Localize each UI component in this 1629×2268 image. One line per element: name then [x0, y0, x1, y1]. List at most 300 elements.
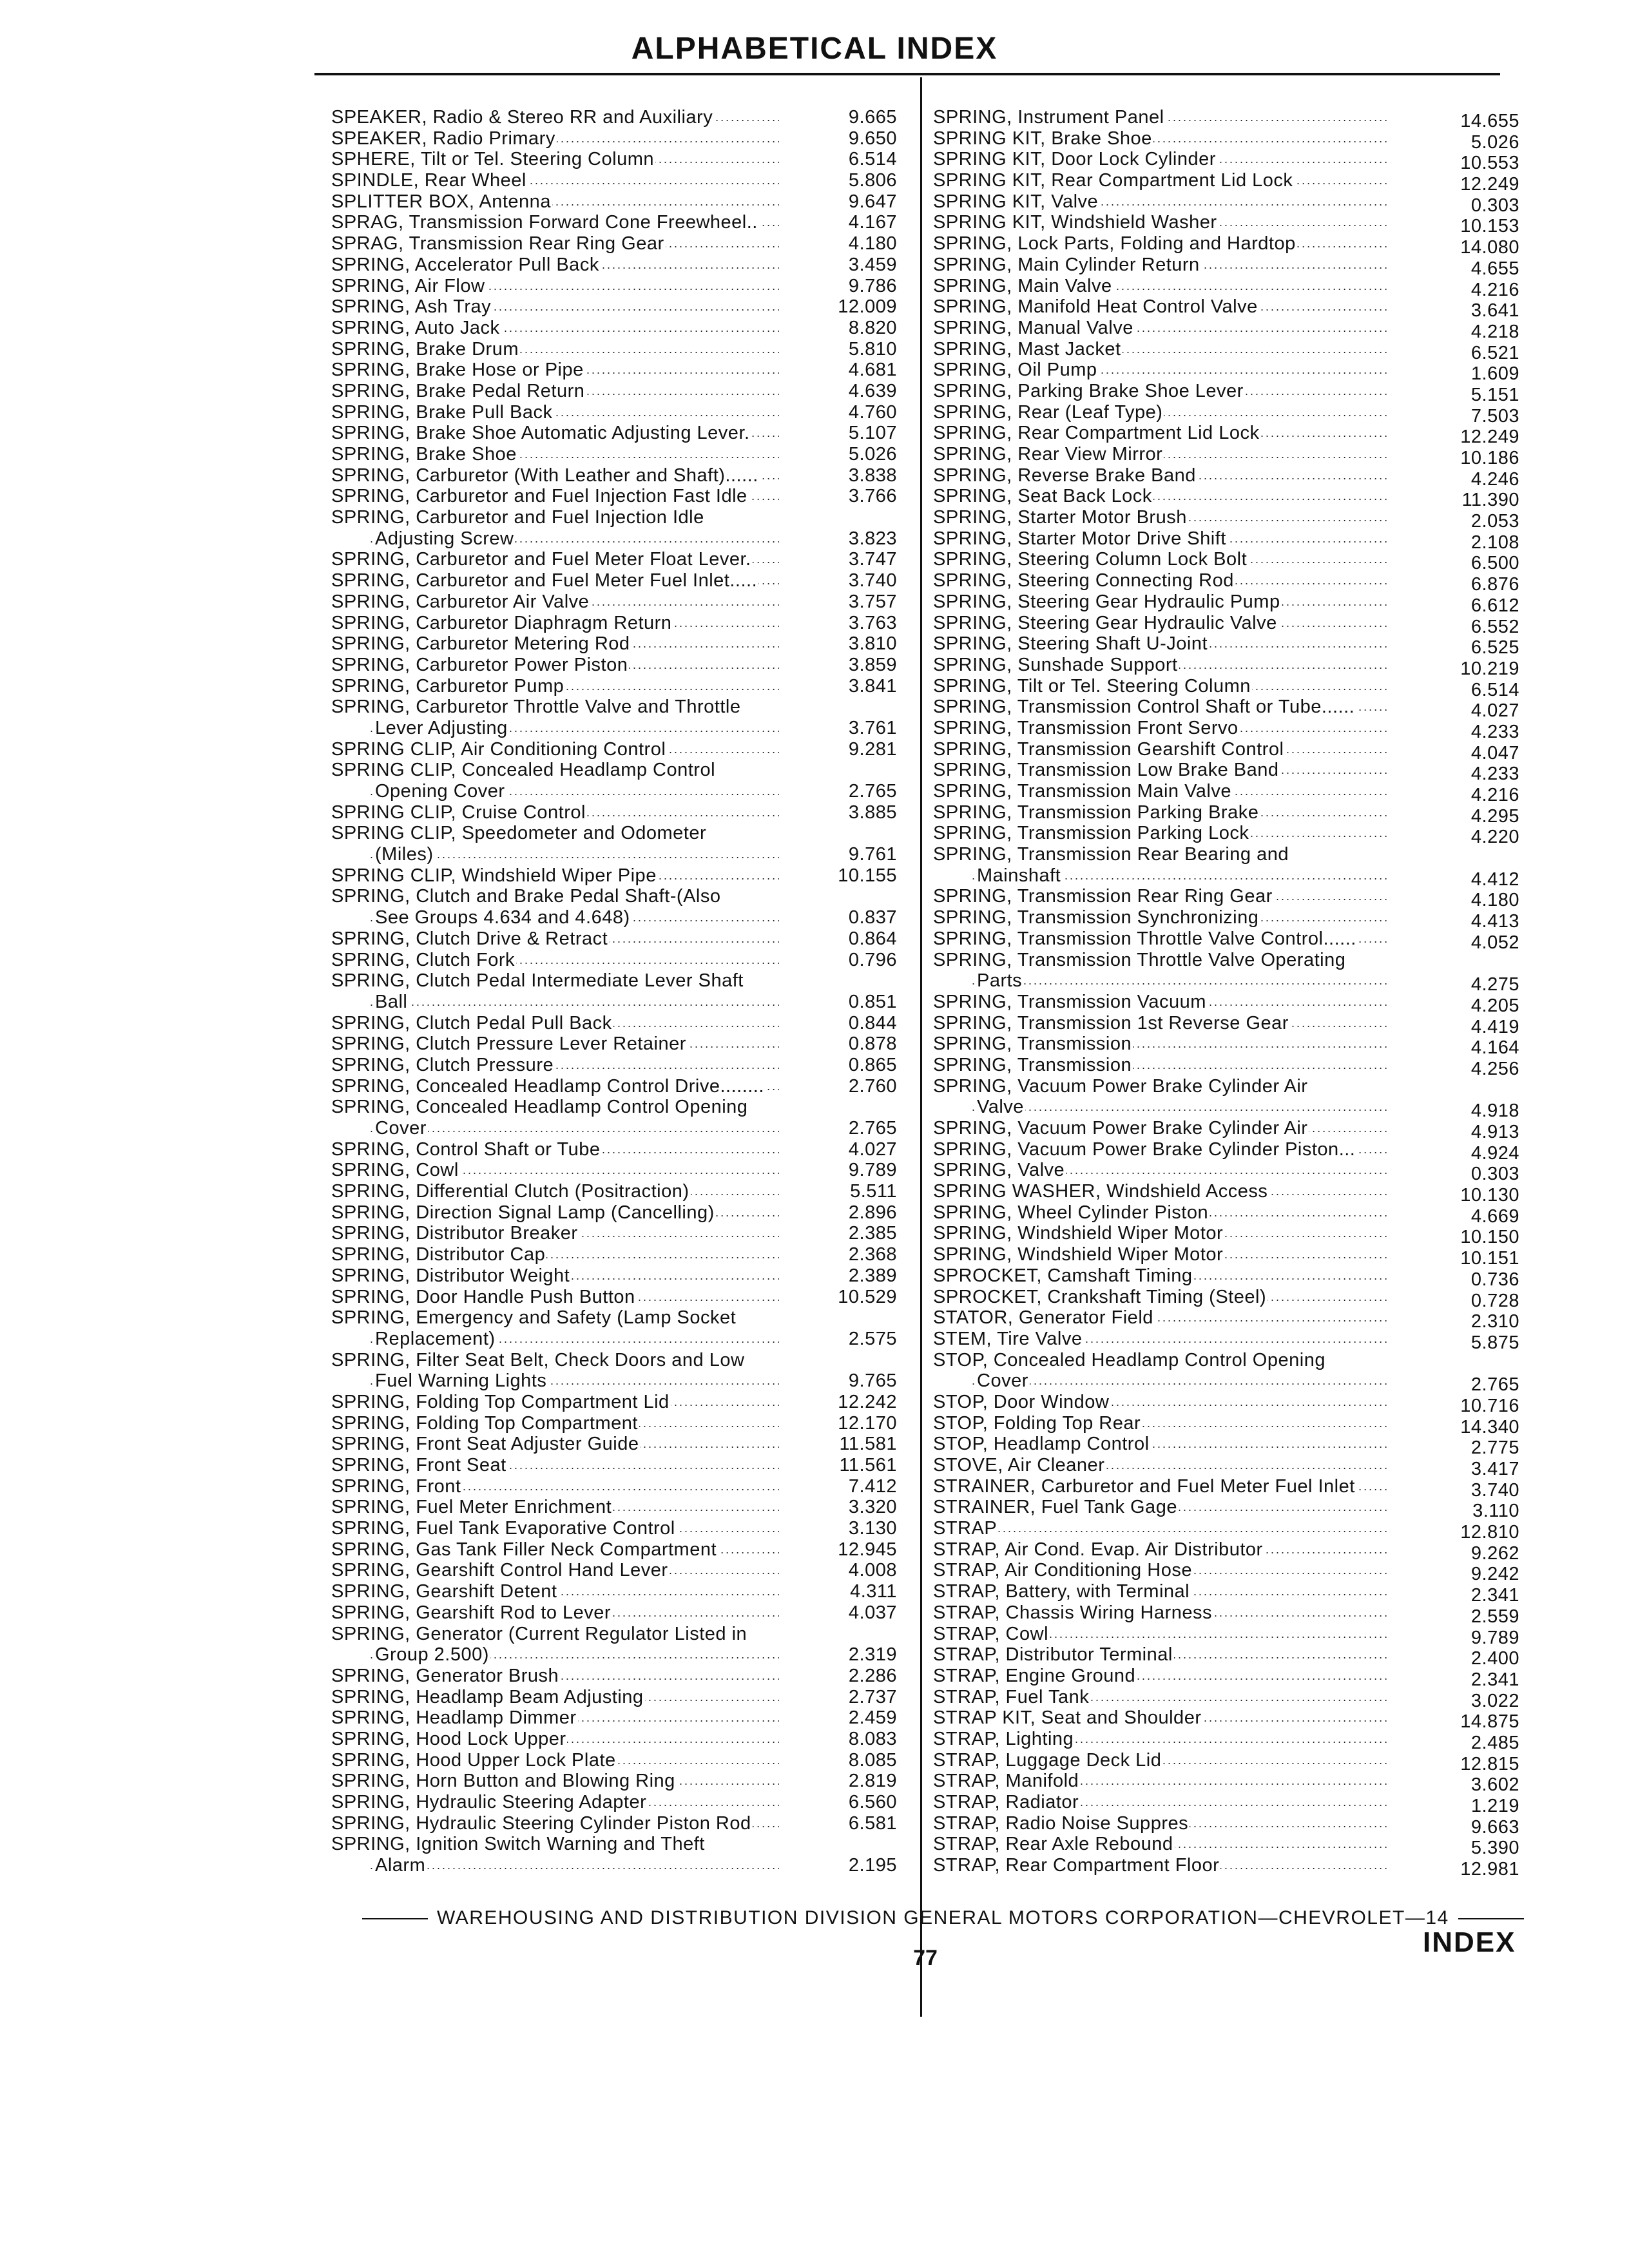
- entry-name: SPRING, Steering Gear Hydraulic Valve: [933, 612, 1277, 633]
- page-number: 77: [913, 1946, 938, 1970]
- entry-group-number: 14.340: [1460, 1416, 1519, 1437]
- entry-group-number: 9.663: [1470, 1816, 1519, 1838]
- entry-name: STOP, Concealed Headlamp Control Opening: [933, 1349, 1325, 1370]
- entry-name: SPRING CLIP, Air Conditioning Control: [331, 738, 666, 760]
- entry-name: SPRING, Concealed Headlamp Control Opening: [331, 1097, 748, 1118]
- index-entry: [933, 781, 1519, 805]
- index-entry: [331, 1750, 905, 1771]
- entry-group-number: 8.820: [848, 317, 897, 338]
- index-entry: [933, 865, 1519, 890]
- index-entry: [933, 802, 1519, 827]
- index-entry: [331, 318, 905, 339]
- entry-name: SPRING, Valve: [933, 1160, 1065, 1181]
- entry-name: SPRING, Starter Motor Brush: [933, 507, 1187, 528]
- entry-group-number: 3.763: [848, 612, 897, 633]
- index-entry: [933, 107, 1519, 131]
- entry-group-number: 3.740: [1470, 1479, 1519, 1501]
- index-entry: [331, 928, 905, 950]
- entry-name: Cover: [375, 1118, 427, 1139]
- entry-group-number: 9.281: [848, 738, 897, 760]
- index-entry: [331, 1118, 905, 1139]
- entry-name: SPRING, Clutch and Brake Pedal Shaft-(Also: [331, 886, 721, 907]
- entry-group-number: 7.412: [848, 1475, 897, 1497]
- entry-name: SPRING, Control Shaft or Tube: [331, 1139, 601, 1160]
- entry-name: SPRING, Manifold Heat Control Valve: [933, 296, 1258, 318]
- index-entry: [331, 1350, 905, 1371]
- entry-group-number: 10.150: [1460, 1227, 1519, 1248]
- footer-line: [353, 1907, 1533, 1929]
- entry-name: SPRING, Reverse Brake Band: [933, 465, 1196, 486]
- entry-group-number: 3.757: [848, 591, 897, 612]
- leader-dots: [972, 1097, 1387, 1118]
- entry-group-number: 6.500: [1470, 553, 1519, 574]
- entry-group-number: 12.249: [1460, 174, 1519, 195]
- index-entry: [933, 1707, 1519, 1733]
- entry-name: Adjusting Screw: [375, 528, 514, 549]
- entry-group-number: 4.311: [850, 1581, 897, 1602]
- entry-group-number: 4.164: [1470, 1037, 1519, 1059]
- entry-name: SPRING, Parking Brake Shoe Lever: [933, 380, 1244, 401]
- entry-group-number: 3.761: [848, 717, 897, 738]
- entry-name: SPRING, Brake Pedal Return: [331, 380, 585, 401]
- entry-name: SPRING, Brake Shoe: [331, 444, 517, 465]
- entry-group-number: 10.130: [1460, 1185, 1519, 1206]
- entry-name: STRAP, Rear Axle Rebound: [933, 1834, 1173, 1855]
- entry-name: SPRING, Ash Tray: [331, 296, 492, 318]
- entry-group-number: 6.612: [1470, 595, 1519, 616]
- index-entry: [331, 844, 905, 865]
- entry-group-number: 14.080: [1460, 237, 1519, 258]
- entry-name: SPRING, Carburetor and Fuel Injection Idle: [331, 507, 704, 528]
- index-entry: [933, 444, 1519, 468]
- index-entry: [933, 1644, 1519, 1669]
- entry-group-number: 2.341: [1470, 1585, 1519, 1606]
- entry-group-number: 4.180: [1470, 890, 1519, 911]
- entry-group-number: 5.511: [850, 1181, 897, 1202]
- index-entry: [933, 717, 1519, 742]
- index-entry: [933, 1581, 1519, 1606]
- index-column-right: [933, 107, 1519, 1880]
- entry-name: SPRING, Fuel Tank Evaporative Control: [331, 1518, 675, 1539]
- entry-name: SPRING, Clutch Fork: [331, 949, 516, 970]
- entry-name: STOVE, Air Cleaner: [933, 1455, 1105, 1475]
- index-entry: [331, 1181, 905, 1202]
- index-entry: [331, 549, 905, 570]
- index-entry: [331, 1771, 905, 1792]
- entry-name: SPRING, Clutch Pressure Lever Retainer: [331, 1033, 686, 1055]
- entry-name: STATOR, Generator Field: [933, 1307, 1153, 1329]
- entry-name: SPRING, Carburetor and Fuel Injection Fast Idle: [331, 486, 747, 507]
- index-entry: [331, 1497, 905, 1518]
- entry-name: SPRING, Transmission Gearshift Control: [933, 738, 1284, 760]
- entry-group-number: 9.262: [1470, 1542, 1519, 1564]
- entry-group-number: 12.945: [838, 1539, 897, 1560]
- entry-name: SPRING CLIP, Cruise Control: [331, 802, 586, 823]
- index-entry: [933, 149, 1519, 174]
- index-entry: [331, 802, 905, 823]
- entry-group-number: 2.286: [848, 1665, 897, 1686]
- index-entry: [331, 1202, 905, 1224]
- entry-name: SPRING, Horn Button and Blowing Ring: [331, 1771, 675, 1792]
- index-entry: [933, 570, 1519, 595]
- entry-group-number: 2.765: [1470, 1374, 1519, 1396]
- index-entry: [933, 507, 1519, 532]
- index-entry: [933, 1475, 1519, 1501]
- entry-group-number: 4.052: [1470, 932, 1519, 953]
- entry-name: SPRING, Rear (Leaf Type): [933, 401, 1163, 423]
- entry-group-number: 0.878: [848, 1033, 897, 1055]
- entry-group-number: 4.246: [1470, 468, 1519, 490]
- entry-group-number: 9.650: [848, 128, 897, 149]
- index-entry: [933, 528, 1519, 553]
- entry-group-number: 4.180: [848, 233, 897, 255]
- index-entry: [933, 1812, 1519, 1838]
- entry-name: SPRING, Transmission 1st Reverse Gear: [933, 1012, 1289, 1033]
- entry-name: SPRING, Headlamp Beam Adjusting: [331, 1686, 644, 1707]
- index-entry: [933, 907, 1519, 932]
- index-entry: [331, 1097, 905, 1118]
- entry-name: SPRING, Brake Drum: [331, 338, 519, 360]
- index-entry: [331, 1602, 905, 1624]
- entry-name: SPRING, Filter Seat Belt, Check Doors and Low: [331, 1349, 745, 1370]
- entry-name: SPROCKET, Camshaft Timing: [933, 1265, 1193, 1286]
- index-entry: [331, 255, 905, 276]
- index-entry: [933, 886, 1519, 911]
- index-entry: [933, 697, 1519, 722]
- entry-name: SPRING, Transmission Front Servo: [933, 717, 1239, 738]
- entry-name: SPRING, Hydraulic Steering Cylinder Piston Rod: [331, 1812, 751, 1834]
- index-entry: [933, 1139, 1519, 1164]
- entry-group-number: 9.765: [848, 1370, 897, 1392]
- index-column-left: [331, 107, 905, 1876]
- entry-group-number: 2.385: [848, 1223, 897, 1244]
- entry-group-number: 3.459: [848, 254, 897, 275]
- entry-name: STOP, Folding Top Rear: [933, 1412, 1141, 1434]
- entry-group-number: 4.256: [1470, 1058, 1519, 1079]
- index-entry: [331, 1160, 905, 1181]
- index-entry: [933, 738, 1519, 764]
- entry-group-number: 0.844: [848, 1012, 897, 1033]
- index-entry: [933, 1686, 1519, 1711]
- entry-name: SPRING, Steering Shaft U-Joint: [933, 633, 1208, 655]
- entry-name: STRAINER, Carburetor and Fuel Meter Fuel Inlet: [933, 1475, 1355, 1497]
- entry-name: SPRING, Direction Signal Lamp (Cancelling): [331, 1202, 715, 1223]
- index-entry: [933, 928, 1519, 953]
- index-entry: [331, 697, 905, 718]
- index-entry: [331, 886, 905, 907]
- entry-name: SPRING, Door Handle Push Button: [331, 1286, 635, 1307]
- entry-name: Parts: [977, 970, 1023, 992]
- entry-name: SPRING, Clutch Pedal Intermediate Lever Shaft: [331, 970, 744, 992]
- index-entry: [933, 1560, 1519, 1585]
- index-entry: [933, 1602, 1519, 1627]
- index-entry: [933, 1076, 1513, 1097]
- entry-name: SPRING, Transmission Rear Bearing and: [933, 844, 1289, 865]
- index-entry: [933, 991, 1519, 1016]
- entry-group-number: 9.789: [1470, 1627, 1519, 1648]
- entry-name: SPROCKET, Crankshaft Timing (Steel): [933, 1286, 1267, 1307]
- entry-group-number: 5.806: [848, 170, 897, 191]
- index-entry: [331, 1455, 905, 1476]
- entry-name: Ball: [375, 991, 408, 1012]
- index-entry: [331, 633, 905, 655]
- entry-name: SPRING, Carburetor and Fuel Meter Fuel Inlet.....: [331, 570, 758, 591]
- entry-name: SPRAG, Transmission Rear Ring Gear: [331, 233, 664, 255]
- entry-group-number: 4.655: [1470, 258, 1519, 279]
- entry-group-number: 2.108: [1470, 532, 1519, 553]
- entry-name: SPRING, Carburetor Throttle Valve and Throttle: [331, 697, 741, 718]
- index-entry: [933, 1497, 1519, 1522]
- index-entry: [331, 1265, 905, 1287]
- entry-group-number: 4.918: [1470, 1100, 1519, 1122]
- entry-name: SPRING, Transmission Control Shaft or Tube......: [933, 697, 1355, 718]
- index-entry: [933, 633, 1519, 658]
- index-entry: [933, 212, 1519, 237]
- leader-dots: [370, 1855, 779, 1876]
- entry-group-number: 9.665: [848, 107, 897, 128]
- entry-group-number: 10.219: [1460, 658, 1519, 679]
- entry-group-number: 0.796: [848, 949, 897, 970]
- index-entry: [933, 401, 1519, 427]
- entry-name: SPRING, Front Seat Adjuster Guide: [331, 1434, 639, 1455]
- entry-name: SPRING, Vacuum Power Brake Cylinder Air: [933, 1075, 1308, 1097]
- entry-group-number: 12.170: [838, 1412, 897, 1434]
- entry-group-number: 2.341: [1470, 1669, 1519, 1690]
- index-entry: [933, 380, 1519, 405]
- entry-name: SPRING, Transmission Parking Brake: [933, 802, 1259, 823]
- entry-group-number: 3.417: [1470, 1459, 1519, 1479]
- index-entry: [933, 1202, 1519, 1227]
- entry-group-number: 6.581: [848, 1812, 897, 1834]
- index-entry: [933, 254, 1519, 279]
- index-entry: [933, 465, 1519, 490]
- entry-group-number: 4.027: [848, 1139, 897, 1160]
- entry-name: STRAP, Distributor Terminal: [933, 1644, 1173, 1666]
- entry-name: Valve: [977, 1097, 1024, 1118]
- entry-group-number: 8.085: [848, 1749, 897, 1771]
- index-entry: [331, 360, 905, 381]
- entry-name: SPRING, Windshield Wiper Motor: [933, 1223, 1224, 1244]
- index-entry: [933, 1434, 1519, 1459]
- entry-name: SPRING KIT, Door Lock Cylinder: [933, 149, 1216, 170]
- entry-name: STRAP, Cowl: [933, 1623, 1049, 1644]
- entry-name: SPINDLE, Rear Wheel: [331, 170, 526, 191]
- index-entry: [331, 1329, 905, 1350]
- entry-group-number: 1.609: [1470, 363, 1519, 385]
- index-entry: [331, 1687, 905, 1708]
- entry-group-number: 2.737: [848, 1686, 897, 1707]
- entry-group-number: 12.249: [1460, 427, 1519, 448]
- entry-group-number: 0.837: [848, 907, 897, 928]
- entry-name: Lever Adjusting: [375, 717, 508, 738]
- entry-group-number: 0.303: [1470, 195, 1519, 216]
- index-entry: [331, 212, 905, 233]
- index-entry: [331, 570, 905, 591]
- index-entry: [933, 1054, 1519, 1079]
- index-entry: [331, 296, 905, 318]
- index-entry: [933, 1834, 1519, 1859]
- entry-group-number: 2.195: [848, 1855, 897, 1876]
- entry-group-number: 3.859: [848, 654, 897, 675]
- index-entry: [933, 1118, 1519, 1142]
- index-entry: [933, 1771, 1519, 1796]
- entry-name: STRAP, Air Cond. Evap. Air Distributor: [933, 1539, 1263, 1560]
- entry-name: SPEAKER, Radio Primary: [331, 128, 555, 149]
- entry-group-number: 2.765: [848, 781, 897, 802]
- index-entry: [331, 276, 905, 297]
- entry-name: SPRING, Ignition Switch Warning and Theft: [331, 1834, 705, 1855]
- entry-name: SPRING, Transmission Throttle Valve Operating: [933, 949, 1346, 970]
- entry-name: SPRING, Sunshade Support: [933, 654, 1178, 675]
- entry-group-number: 4.216: [1470, 785, 1519, 805]
- entry-name: STEM, Tire Valve: [933, 1328, 1083, 1349]
- entry-group-number: 5.107: [848, 423, 897, 444]
- entry-group-number: 0.851: [848, 991, 897, 1012]
- entry-name: SPRING, Air Flow: [331, 275, 485, 296]
- entry-group-number: 12.810: [1460, 1522, 1519, 1543]
- index-entry: [331, 486, 905, 507]
- entry-name: SPRING, Distributor Breaker: [331, 1223, 578, 1244]
- index-entry: [933, 1455, 1519, 1479]
- index-entry: [331, 1581, 905, 1602]
- entry-group-number: 11.390: [1461, 490, 1519, 511]
- index-entry: [933, 612, 1519, 637]
- index-entry: [933, 1033, 1519, 1059]
- index-entry: [933, 1350, 1513, 1371]
- index-entry: [933, 191, 1519, 216]
- entry-name: SPRING, Front Seat: [331, 1455, 506, 1475]
- index-entry: [933, 1370, 1519, 1396]
- index-entry: [933, 1223, 1519, 1248]
- entry-name: SPRING KIT, Rear Compartment Lid Lock: [933, 170, 1293, 191]
- entry-name: SPRING, Folding Top Compartment Lid: [331, 1391, 670, 1412]
- index-entry: [331, 1855, 905, 1876]
- entry-name: SPRING, Carburetor Air Valve: [331, 591, 590, 612]
- entry-name: (Miles): [375, 844, 434, 865]
- entry-name: SPRING, Starter Motor Drive Shift: [933, 528, 1226, 549]
- index-entry: [933, 1244, 1519, 1269]
- entry-name: SPRING, Carburetor (With Leather and Shaft)......: [331, 465, 758, 486]
- entry-group-number: 3.823: [848, 528, 897, 549]
- entry-group-number: 6.552: [1470, 616, 1519, 637]
- entry-name: STRAP, Radio Noise Suppres: [933, 1812, 1189, 1834]
- entry-name: SPRING, Gearshift Control Hand Lever: [331, 1560, 668, 1581]
- entry-group-number: 3.747: [848, 549, 897, 570]
- entry-name: SPRING, Manual Valve: [933, 317, 1133, 338]
- index-entry: [331, 1666, 905, 1687]
- entry-group-number: 5.810: [848, 338, 897, 360]
- index-entry: [933, 760, 1519, 785]
- index-entry: [331, 149, 905, 170]
- entry-group-number: 2.775: [1470, 1437, 1519, 1459]
- entry-name: SPRING, Gas Tank Filler Neck Compartment: [331, 1539, 717, 1560]
- entry-group-number: 6.514: [848, 149, 897, 170]
- entry-group-number: 4.275: [1470, 974, 1519, 995]
- index-entry: [331, 865, 905, 887]
- entry-name: Alarm: [375, 1855, 426, 1876]
- entry-name: SPRING, Transmission Main Valve: [933, 781, 1231, 802]
- index-entry: [933, 170, 1519, 195]
- entry-group-number: 4.412: [1470, 869, 1519, 890]
- entry-name: SPRING CLIP, Windshield Wiper Pipe: [331, 865, 657, 886]
- index-entry: [933, 1665, 1519, 1690]
- entry-name: STRAP, Radiator: [933, 1792, 1079, 1812]
- entry-name: SPRING, Main Cylinder Return: [933, 254, 1200, 275]
- entry-name: SPRING, Seat Back Lock: [933, 486, 1152, 507]
- entry-name: SPRING, Brake Pull Back: [331, 401, 553, 423]
- entry-group-number: 10.153: [1460, 216, 1519, 237]
- index-entry: [331, 444, 905, 465]
- entry-group-number: 3.841: [848, 675, 897, 697]
- index-entry: [331, 676, 905, 697]
- leader-dots: [370, 992, 779, 1013]
- entry-name: SPRING, Lock Parts, Folding and Hardtop: [933, 233, 1296, 255]
- index-entry: [933, 1012, 1519, 1037]
- entry-group-number: 4.047: [1470, 742, 1519, 764]
- entry-group-number: 14.655: [1460, 111, 1519, 131]
- entry-name: STRAP, Lighting: [933, 1728, 1074, 1749]
- entry-group-number: 10.186: [1460, 448, 1519, 468]
- entry-name: SPEAKER, Radio & Stereo RR and Auxiliary: [331, 107, 713, 128]
- entry-group-number: 7.503: [1470, 405, 1519, 427]
- entry-group-number: 4.924: [1470, 1142, 1519, 1164]
- entry-name: SPRING, Rear Compartment Lid Lock: [933, 423, 1260, 444]
- index-entry: [933, 1181, 1519, 1206]
- entry-name: SPRING KIT, Valve: [933, 191, 1099, 212]
- entry-group-number: 4.027: [1470, 700, 1519, 722]
- index-entry: [933, 233, 1519, 258]
- entry-group-number: 4.639: [848, 380, 897, 401]
- index-entry: [331, 1707, 905, 1729]
- entry-group-number: 4.233: [1470, 764, 1519, 785]
- entry-name: SPRING, Mast Jacket: [933, 338, 1121, 360]
- index-entry: [331, 1055, 905, 1076]
- entry-name: SPRING CLIP, Speedometer and Odometer: [331, 823, 707, 844]
- entry-group-number: 6.521: [1470, 342, 1519, 363]
- entry-name: SPRING, Clutch Pedal Pull Back: [331, 1012, 612, 1033]
- index-entry: [331, 128, 905, 149]
- entry-name: SPRING, Transmission Parking Lock: [933, 823, 1249, 844]
- entry-name: SPRING, Brake Hose or Pipe: [331, 360, 584, 381]
- entry-name: SPLITTER BOX, Antenna: [331, 191, 551, 212]
- entry-group-number: 9.789: [848, 1160, 897, 1181]
- index-entry: [331, 907, 905, 928]
- entry-group-number: 1.219: [1470, 1796, 1519, 1816]
- entry-name: SPRING, Wheel Cylinder Piston: [933, 1202, 1209, 1223]
- index-entry: [933, 1307, 1519, 1332]
- index-entry: [331, 381, 905, 402]
- entry-group-number: 4.681: [848, 360, 897, 381]
- entry-name: SPRING, Instrument Panel: [933, 107, 1164, 128]
- entry-name: SPRING, Brake Shoe Automatic Adjusting Lever.: [331, 423, 750, 444]
- entry-group-number: 2.760: [848, 1075, 897, 1097]
- index-entry: [331, 739, 905, 760]
- index-entry: [331, 1287, 905, 1308]
- section-label: INDEX: [1423, 1927, 1516, 1958]
- index-entry: [331, 1033, 905, 1055]
- entry-group-number: 2.819: [848, 1771, 897, 1792]
- index-entry: [331, 950, 905, 971]
- entry-name: SPRING, Transmission Synchronizing: [933, 907, 1259, 928]
- entry-group-number: 2.485: [1470, 1732, 1519, 1753]
- entry-group-number: 3.320: [848, 1497, 897, 1518]
- entry-name: SPRING CLIP, Concealed Headlamp Control: [331, 760, 716, 781]
- index-entry: [933, 1412, 1519, 1437]
- index-entry: [933, 296, 1519, 322]
- entry-group-number: 3.766: [848, 486, 897, 507]
- entry-name: SPRING, Differential Clutch (Positraction): [331, 1181, 689, 1202]
- entry-group-number: 9.786: [848, 275, 897, 296]
